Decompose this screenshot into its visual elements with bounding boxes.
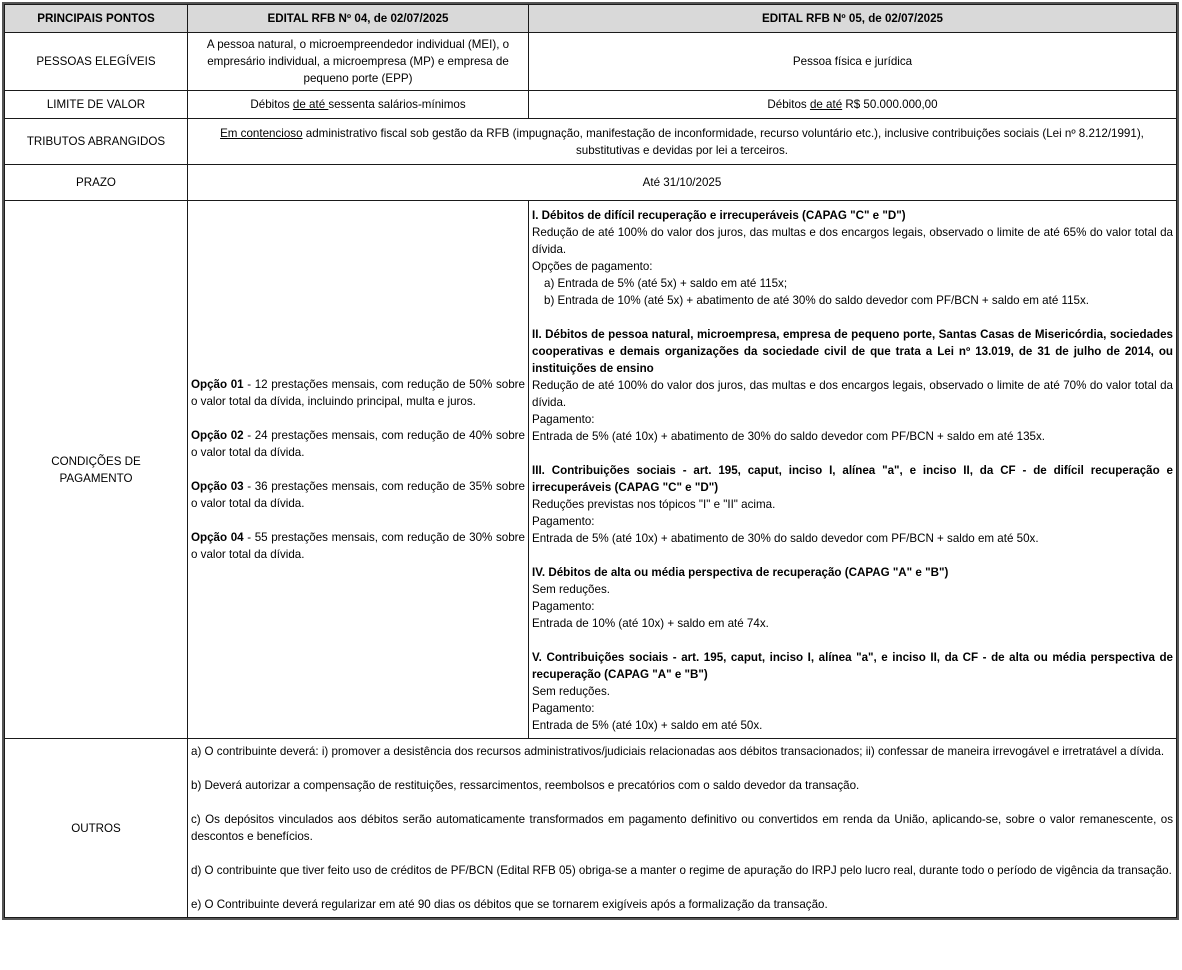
secao-1-option-a: a) Entrada de 5% (até 5x) + saldo em até 115x;	[544, 277, 788, 290]
secao-5-line-3: Entrada de 5% (até 10x) + saldo em até 50x.	[532, 719, 763, 732]
row-limite-valor	[5, 91, 1177, 119]
tributos-underlined: Em contencioso	[220, 126, 303, 140]
row-outros	[5, 739, 1177, 918]
limite-e05-underlined: de até	[809, 98, 843, 111]
opcao-01	[191, 376, 525, 410]
opcao-01-title: Opção 01	[191, 378, 244, 391]
limite-e04-pre: Débitos	[250, 98, 293, 111]
secao-3-title: III. Contribuições sociais - art. 195, caput, inciso I, alínea "a", e inciso II, da CF - de difícil recuperação e irrecuperáveis (CAPAG "C" e "D")	[532, 464, 1173, 494]
limite-e04-underlined: de até	[292, 98, 329, 111]
header-principais-pontos: PRINCIPAIS PONTOS	[5, 5, 188, 33]
cell-condicoes-e05	[529, 201, 1177, 739]
comparison-table	[4, 4, 1177, 918]
limite-e04-post: sessenta salários-mínimos	[328, 98, 466, 111]
secao-5-title: V. Contribuições sociais - art. 195, caput, inciso I, alínea "a", e inciso II, da CF - de alta ou média perspectiva de recuperação (CAPAG "A" e "B")	[532, 651, 1173, 681]
cell-condicoes-e04	[188, 201, 529, 739]
limite-e05-pre: Débitos	[767, 98, 810, 111]
opcao-01-text: - 12 prestações mensais, com redução de 50% sobre o valor total da dívida, incluindo principal, multa e juros.	[191, 378, 525, 408]
secao-5-line-1: Sem reduções.	[532, 685, 610, 698]
secao-1-title: I. Débitos de difícil recuperação e irrecuperáveis (CAPAG "C" e "D")	[532, 209, 906, 222]
secao-5-line-2: Pagamento:	[532, 702, 595, 715]
header-edital-04: EDITAL RFB Nº 04, de 02/07/2025	[188, 5, 529, 33]
limite-e05-post: R$ 50.000.000,00	[842, 98, 938, 111]
cell-prazo: Até 31/10/2025	[188, 165, 1177, 201]
secao-2-title: II. Débitos de pessoa natural, microempresa, empresa de pequeno porte, Santas Casas de Misericórdia, sociedades cooperativas e demais organizações da sociedade civil de que trata a Lei nº 13.019, de 31 de julho de 2014, ou instituições de ensino	[532, 328, 1173, 375]
opcao-04-title: Opção 04	[191, 531, 244, 544]
label-prazo: PRAZO	[5, 165, 188, 201]
tributos-text: administrativo fiscal sob gestão da RFB (impugnação, manifestação de inconformidade, recurso voluntário etc.), inclusive contribuições sociais (Lei nº 8.212/1991), substitutivas e devidas por lei a terceiros.	[302, 126, 1144, 157]
opcao-03-text: - 36 prestações mensais, com redução de 35% sobre o valor total da dívida.	[191, 480, 525, 510]
header-row	[5, 5, 1177, 33]
outros-item-e: e) O Contribuinte deverá regularizar em até 90 dias os débitos que se tornarem exigíveis após a formalização da transação.	[191, 898, 828, 911]
secao-2-line-2: Pagamento:	[532, 413, 595, 426]
outros-item-c: c) Os depósitos vinculados aos débitos serão automaticamente transformados em pagamento definitivo ou convertidos em renda da União, aplicando-se, sobre o valor remanescente, os descontos e benefícios.	[191, 813, 1173, 843]
secao-3-line-3: Entrada de 5% (até 10x) + abatimento de 30% do saldo devedor com PF/BCN + saldo em até 50x.	[532, 532, 1039, 545]
cell-limite-e05	[529, 91, 1177, 119]
secao-4-line-3: Entrada de 10% (até 10x) + saldo em até 74x.	[532, 617, 769, 630]
secao-1-line-2: Opções de pagamento:	[532, 260, 653, 273]
opcao-02-text: - 24 prestações mensais, com redução de 40% sobre o valor total da dívida.	[191, 429, 525, 459]
opcao-04-text: - 55 prestações mensais, com redução de 30% sobre o valor total da dívida.	[191, 531, 525, 561]
opcao-03	[191, 478, 525, 512]
row-pessoas-elegiveis	[5, 33, 1177, 91]
secao-3-line-1: Reduções previstas nos tópicos "I" e "II" acima.	[532, 498, 776, 511]
secao-2-line-3: Entrada de 5% (até 10x) + abatimento de 30% do saldo devedor com PF/BCN + saldo em até 135x.	[532, 430, 1046, 443]
label-condicoes-pagamento: CONDIÇÕES DE PAGAMENTO	[5, 201, 188, 739]
secao-4-title: IV. Débitos de alta ou média perspectiva de recuperação (CAPAG "A" e "B")	[532, 566, 949, 579]
row-prazo	[5, 165, 1177, 201]
outros-item-b: b) Deverá autorizar a compensação de restituições, ressarcimentos, reembolsos e precatórios com o saldo devedor da transação.	[191, 779, 860, 792]
cell-limite-e04	[188, 91, 529, 119]
outros-item-a: a) O contribuinte deverá: i) promover a desistência dos recursos administrativos/judiciais relacionadas aos débitos transacionados; ii) confessar de maneira irrevogável e irretratável a dívida.	[191, 745, 1165, 758]
secao-3-line-2: Pagamento:	[532, 515, 595, 528]
cell-outros	[188, 739, 1177, 918]
label-tributos-abrangidos: TRIBUTOS ABRANGIDOS	[5, 119, 188, 165]
opcao-03-title: Opção 03	[191, 480, 244, 493]
row-condicoes-pagamento	[5, 201, 1177, 739]
outros-item-d: d) O contribuinte que tiver feito uso de créditos de PF/BCN (Edital RFB 05) obriga-se a manter o regime de apuração do IRPJ pelo lucro real, durante todo o período de vigência da transação.	[191, 864, 1172, 877]
secao-2-line-1: Redução de até 100% do valor dos juros, das multas e dos encargos legais, observado o limite de até 70% do valor total da dívida.	[532, 379, 1173, 409]
row-tributos-abrangidos	[5, 119, 1177, 165]
cell-pessoas-e04: A pessoa natural, o microempreendedor individual (MEI), o empresário individual, a microempresa (MP) e empresa de pequeno porte (EPP)	[188, 33, 529, 91]
label-pessoas-elegiveis: PESSOAS ELEGÍVEIS	[5, 33, 188, 91]
secao-1-line-1: Redução de até 100% do valor dos juros, das multas e dos encargos legais, observado o limite de até 65% do valor total da dívida.	[532, 226, 1173, 256]
secao-4-line-1: Sem reduções.	[532, 583, 610, 596]
opcao-02-title: Opção 02	[191, 429, 244, 442]
opcao-02	[191, 427, 525, 461]
cell-tributos	[188, 119, 1177, 165]
secao-4-line-2: Pagamento:	[532, 600, 595, 613]
cell-pessoas-e05: Pessoa física e jurídica	[529, 33, 1177, 91]
secao-1-option-b: b) Entrada de 10% (até 5x) + abatimento de até 30% do saldo devedor com PF/BCN + saldo em até 115x.	[544, 294, 1090, 307]
opcao-04	[191, 529, 525, 563]
header-edital-05: EDITAL RFB Nº 05, de 02/07/2025	[529, 5, 1177, 33]
label-limite-valor: LIMITE DE VALOR	[5, 91, 188, 119]
label-outros: OUTROS	[5, 739, 188, 918]
